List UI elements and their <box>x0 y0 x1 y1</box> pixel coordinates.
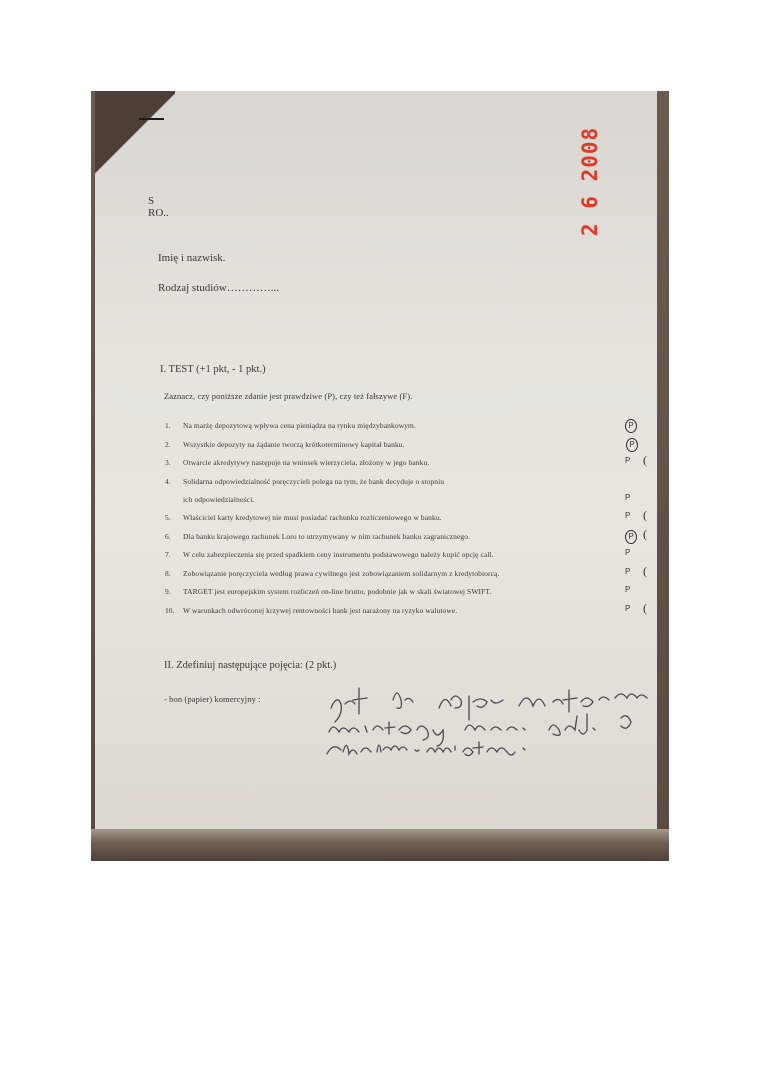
answer-mark: P <box>626 438 638 452</box>
question-text: W celu zabezpieczenia się przed spadkiem ceny instrumentu podstawowego należy kupić opcję call. <box>183 550 494 559</box>
check-mark-icon: ( <box>643 527 647 541</box>
study-type-label: Rodzaj studiów…………... <box>158 282 279 294</box>
question-text: Zobowiązanie poręczyciela według prawa cywilnego jest zobowiązaniem solidarnym z kredytobiorcą. <box>183 569 500 578</box>
folded-corner <box>95 91 175 181</box>
question-number: 1. <box>165 421 171 430</box>
question-text: Właściciel karty kredytowej nie musi posiadać rachunku rozliczeniowego w banku. <box>183 513 442 522</box>
check-mark-icon: ( <box>643 508 647 522</box>
staple-mark <box>139 118 164 120</box>
camera-date-stamp: 2 6 2008 <box>578 126 602 236</box>
question-number: 2. <box>165 440 171 449</box>
question-number: 10. <box>165 606 175 615</box>
question-text: TARGET jest europejskim system rozliczeń on-line brutto, podobnie jak w skali światowej SWIFT. <box>183 587 492 596</box>
section-2-title: II. Zdefiniuj następujące pojęcia: (2 pkt.) <box>164 660 337 671</box>
question-text: W warunkach odwróconej krzywej rentowności bank jest narażony na ryzyko walutowe. <box>183 606 458 615</box>
exam-sheet <box>95 91 657 837</box>
answer-mark: P <box>625 530 637 544</box>
answer-mark: P <box>625 511 631 520</box>
question-number: 3. <box>165 458 171 467</box>
answer-mark: P <box>625 456 631 465</box>
table-surface <box>91 829 669 861</box>
definition-term: - bon (papier) komercyjny : <box>164 694 261 704</box>
question-number: 5. <box>165 513 171 522</box>
question-number: 4. <box>165 477 171 486</box>
answer-mark: P <box>625 493 631 502</box>
question-text: Dla banku krajowego rachunek Loro to utrzymywany w nim rachunek banku zagranicznego. <box>183 532 471 541</box>
check-mark-icon: ( <box>643 601 647 615</box>
question-number: 8. <box>165 569 171 578</box>
header-line-2: RO.. <box>148 207 169 219</box>
question-number: 6. <box>165 532 171 541</box>
answer-mark: P <box>625 585 631 594</box>
answer-mark: P <box>625 419 637 433</box>
question-number: 7. <box>165 550 171 559</box>
question-text: Otwarcie akredytywy następuje na wniosek wierzyciela, złożony w jego banku. <box>183 458 430 467</box>
handwritten-answer <box>323 678 663 768</box>
header-line-1: S <box>148 195 155 207</box>
question-text: Na marżę depozytową wpływa cena pieniądza na rynku międzybankowym. <box>183 421 416 430</box>
check-mark-icon: ( <box>643 453 647 467</box>
answer-mark: P <box>625 604 631 613</box>
answer-mark: P <box>625 548 631 557</box>
document-photo <box>91 91 669 861</box>
check-mark-icon: ( <box>643 564 647 578</box>
question-number: 9. <box>165 587 171 596</box>
question-text: Solidarna odpowiedzialność poręczycieli polega na tym, że bank decyduje o stopniu <box>183 477 445 486</box>
section-1-title: I. TEST (+1 pkt, - 1 pkt.) <box>160 364 266 375</box>
answer-mark: P <box>625 567 631 576</box>
question-text: Wszystkie depozyty na żądanie tworzą krótkoterminowy kapitał banku. <box>183 440 405 449</box>
question-text: ich odpowiedzialności. <box>183 495 255 504</box>
section-1-instruction: Zaznacz, czy poniższe zdanie jest prawdziwe (P), czy też fałszywe (F). <box>164 391 413 401</box>
name-label: Imię i nazwisk. <box>158 252 226 264</box>
